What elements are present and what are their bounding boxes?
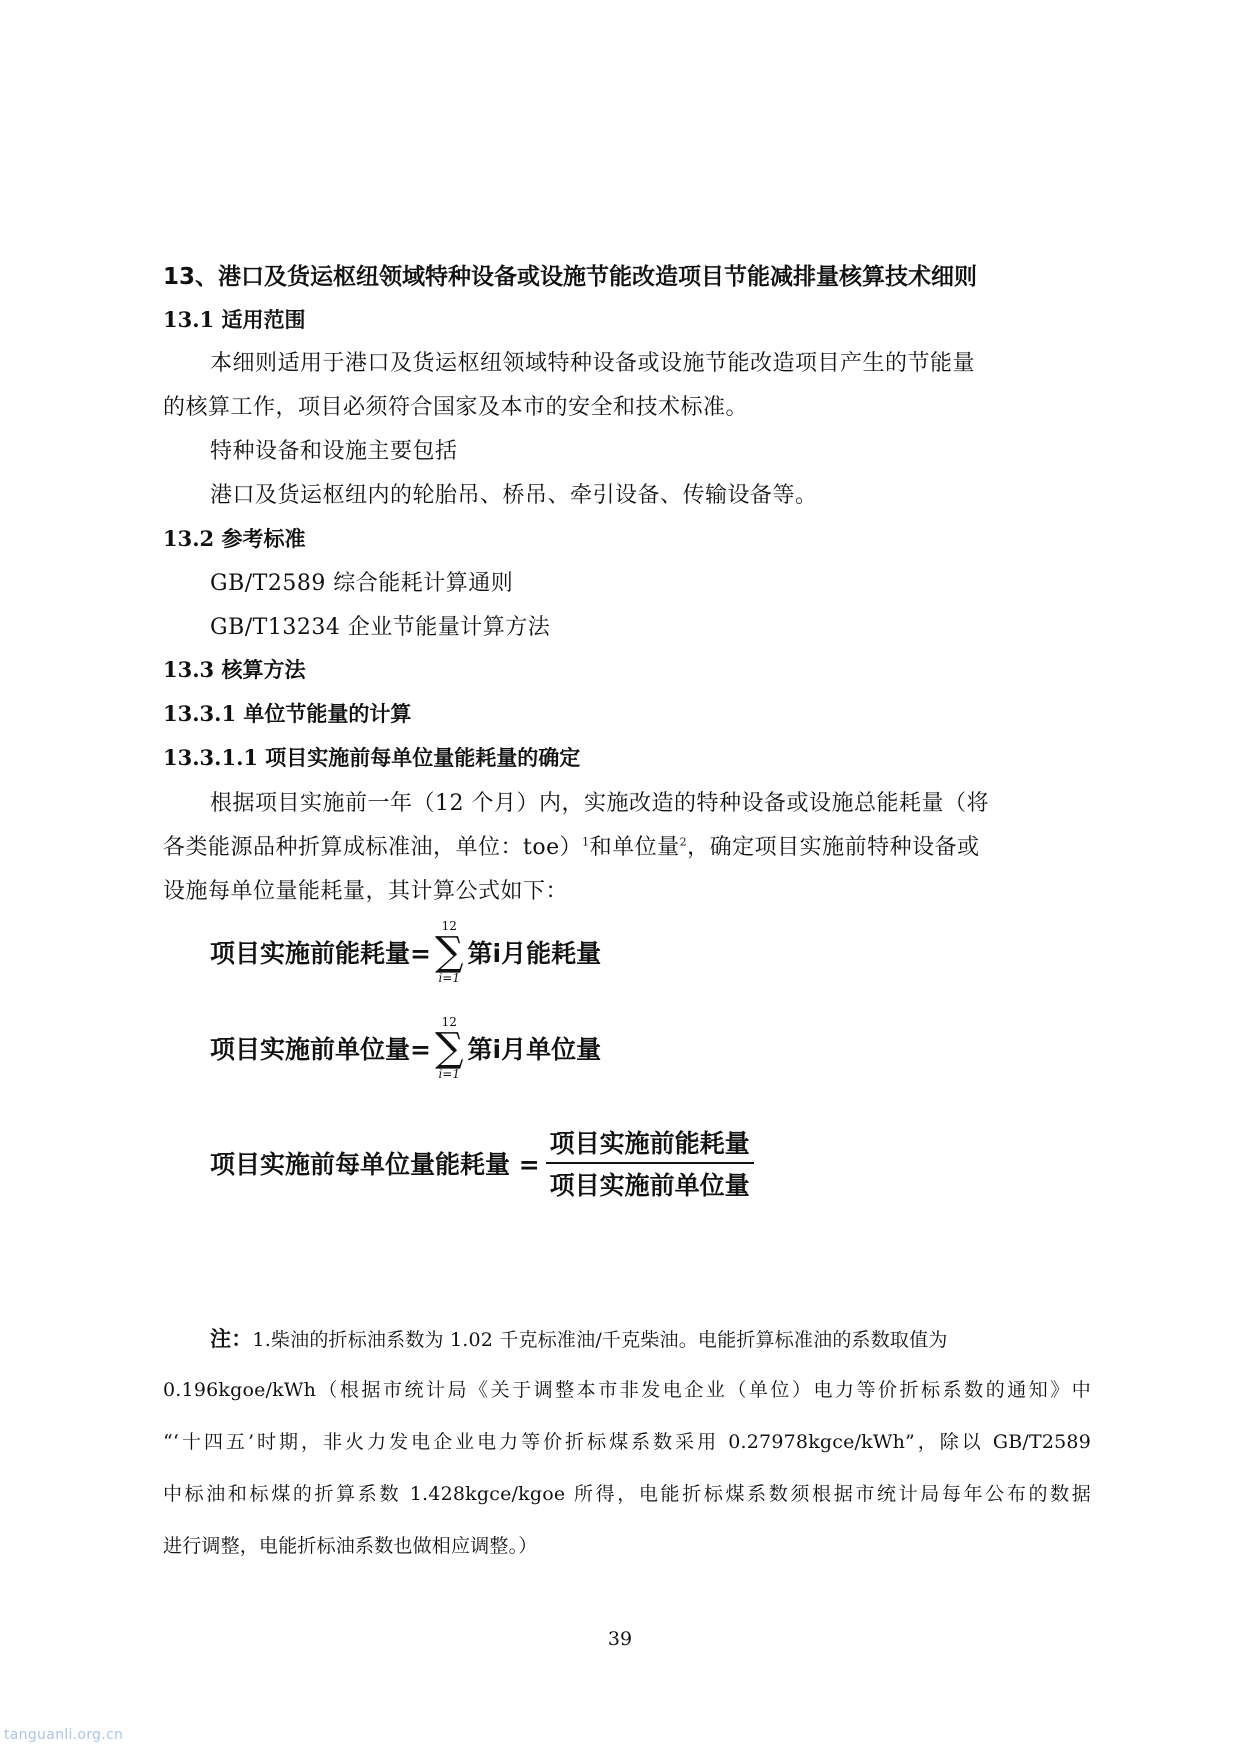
method-paragraph-line-2: 各类能源品种折算成标准油，单位：toe）$^1$和单位量$^2$，确定项目实施前特种设备或 bbox=[163, 835, 980, 860]
scope-paragraph-line-2: 的核算工作，项目必须符合国家及本市的安全和技术标准。 bbox=[163, 395, 749, 420]
formula-rhs: 第i月单位量 bbox=[467, 1035, 602, 1064]
formula-baseline-energy bbox=[210, 920, 601, 984]
section-heading-standards: 13.2 参考标准 bbox=[163, 526, 306, 551]
fraction-numerator: 项目实施前能耗量 bbox=[546, 1124, 754, 1164]
fraction-denominator: 项目实施前单位量 bbox=[549, 1171, 750, 1200]
footnote-ref-2: 2 bbox=[679, 835, 688, 849]
fraction bbox=[546, 1124, 754, 1202]
formula-baseline-intensity bbox=[210, 1124, 754, 1202]
section-heading-method: 13.3 核算方法 bbox=[163, 657, 306, 682]
chapter-title: 13、港口及货运枢纽领域特种设备或设施节能改造项目节能减排量核算技术细则 bbox=[163, 264, 978, 290]
page-number: 39 bbox=[607, 1628, 633, 1650]
subsection-heading-baseline: 13.3.1.1 项目实施前每单位量能耗量的确定 bbox=[163, 745, 581, 770]
note-label: 注： bbox=[210, 1327, 253, 1351]
scope-paragraph-line-1: 本细则适用于港口及货运枢纽领域特种设备或设施节能改造项目产生的节能量 bbox=[210, 351, 976, 376]
equipment-list: 港口及货运枢纽内的轮胎吊、桥吊、牵引设备、传输设备等。 bbox=[210, 483, 818, 508]
watermark: tanguanli.org.cn bbox=[4, 1727, 124, 1743]
note-line-2: 0.196kgoe/kWh（根据市统计局《关于调整本市非发电企业（单位）电力等价折标系数的通知》中 bbox=[163, 1379, 1091, 1401]
summation-symbol: 12 ∑ i=1 bbox=[434, 919, 464, 985]
method-paragraph-line-1: 根据项目实施前一年（12 个月）内，实施改造的特种设备或设施总能耗量（将 bbox=[210, 791, 989, 816]
note-line-1: 注：1.柴油的折标油系数为 1.02 千克标准油/千克柴油。电能折算标准油的系数取值为 bbox=[210, 1327, 948, 1351]
summation-symbol: 12 ∑ i=1 bbox=[434, 1015, 464, 1081]
note-line-5: 进行调整，电能折标油系数也做相应调整。） bbox=[163, 1535, 538, 1557]
formula-lhs: 项目实施前单位量= bbox=[210, 1035, 431, 1064]
formula-lhs: 项目实施前能耗量= bbox=[210, 939, 431, 968]
standard-item-1: GB/T2589 综合能耗计算通则 bbox=[210, 571, 514, 596]
standard-item-2: GB/T13234 企业节能量计算方法 bbox=[210, 615, 551, 640]
footnote-ref-1: 1 bbox=[582, 835, 590, 849]
equipment-intro: 特种设备和设施主要包括 bbox=[210, 439, 458, 464]
formula-baseline-units bbox=[210, 1016, 601, 1080]
formula-lhs: 项目实施前每单位量能耗量 = bbox=[210, 1150, 540, 1179]
note-line-4: 中标油和标煤的折算系数 1.428kgce/kgoe 所得，电能折标煤系数须根据市统计局每年公布的数据 bbox=[163, 1483, 1091, 1505]
subsection-heading-unit-savings: 13.3.1 单位节能量的计算 bbox=[163, 701, 412, 726]
note-line-3: “‘十四五’时期，非火力发电企业电力等价折标煤系数采用 0.27978kgce/kWh”，除以 GB/T2589 bbox=[163, 1431, 1091, 1453]
method-paragraph-line-3: 设施每单位量能耗量，其计算公式如下： bbox=[163, 879, 569, 904]
section-heading-scope: 13.1 适用范围 bbox=[163, 307, 306, 332]
formula-rhs: 第i月能耗量 bbox=[467, 939, 602, 968]
